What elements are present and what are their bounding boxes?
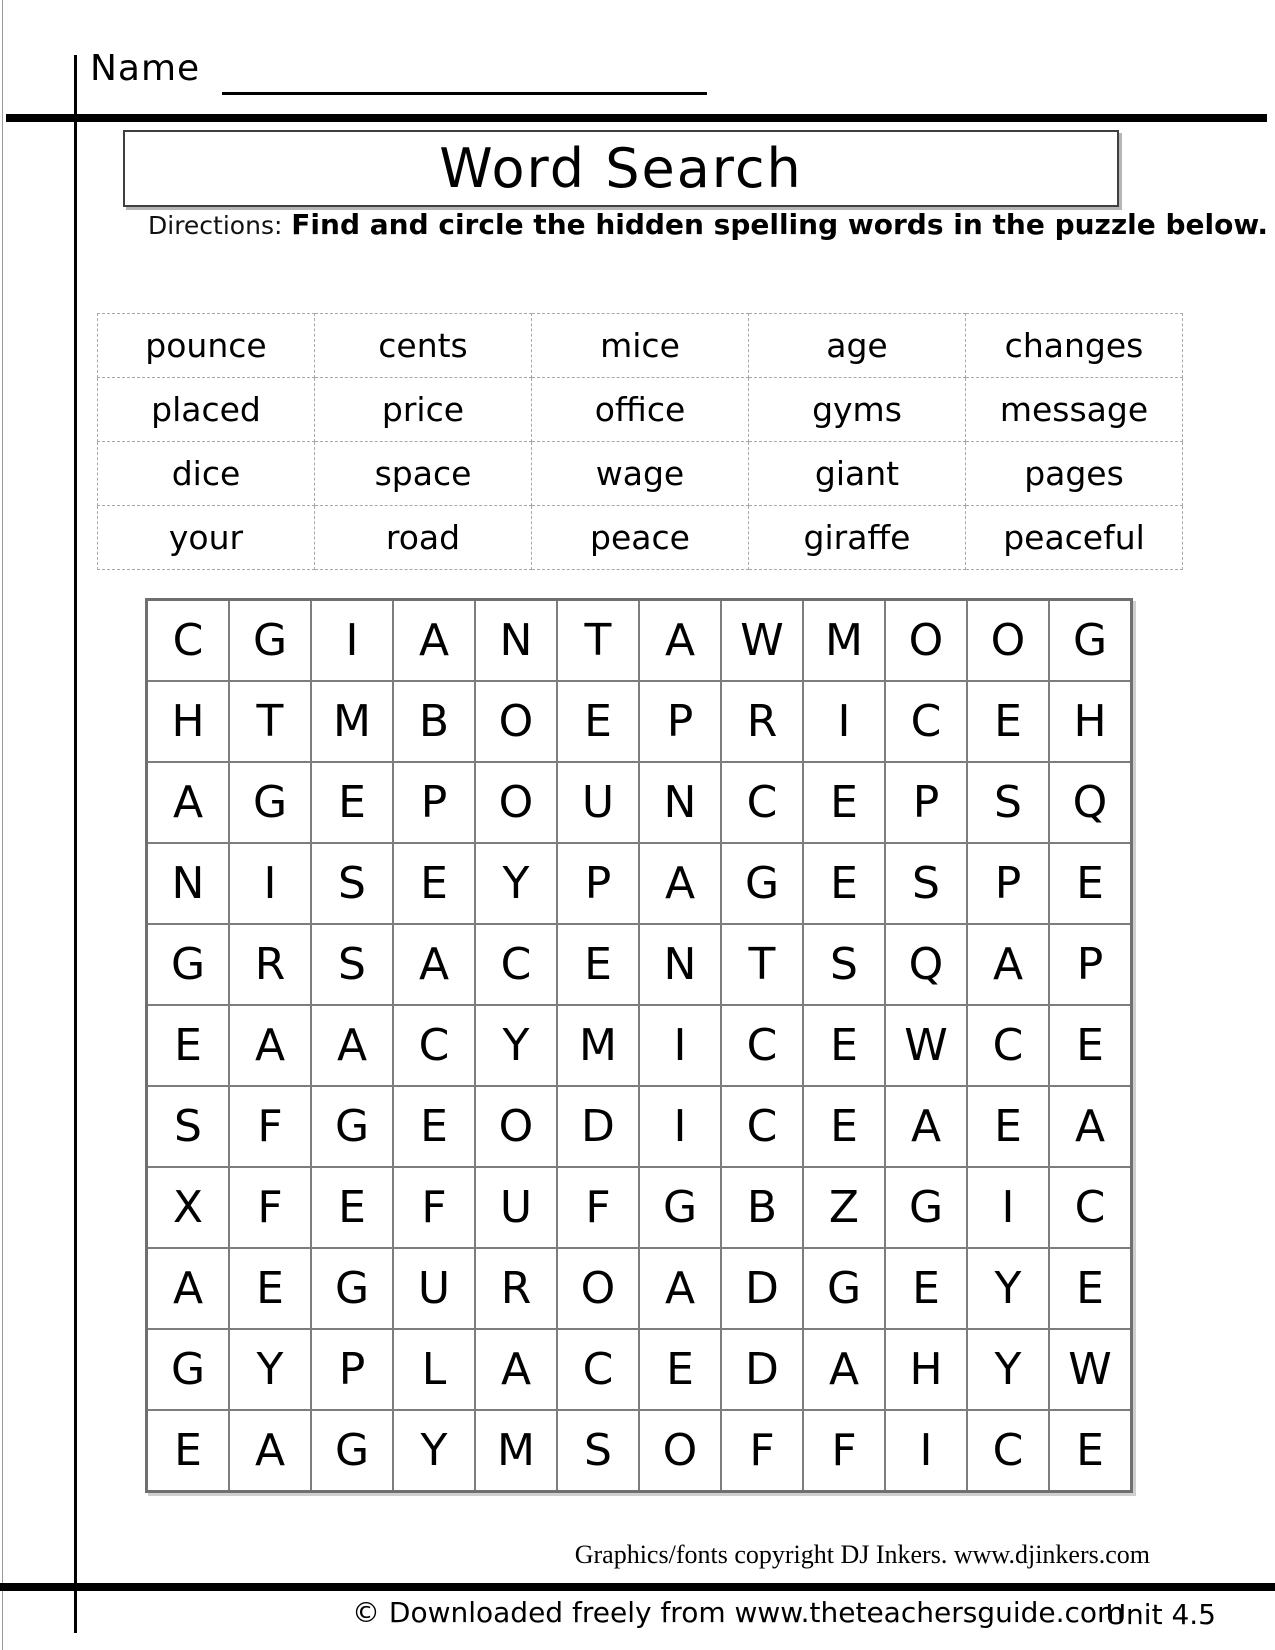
puzzle-grid-row xyxy=(147,1329,1132,1410)
grid-cell: P xyxy=(639,681,721,762)
grid-cell: I xyxy=(229,843,311,924)
grid-cell: I xyxy=(803,681,885,762)
grid-cell: I xyxy=(311,600,393,682)
unit-label: Unit 4.5 xyxy=(1105,1598,1216,1631)
directions-label: Directions: xyxy=(148,211,283,240)
grid-cell: S xyxy=(311,843,393,924)
grid-cell: O xyxy=(475,681,557,762)
graphics-credit: Graphics/fonts copyright DJ Inkers. www.djinkers.com xyxy=(574,1540,1150,1569)
word-item: mice xyxy=(532,314,749,378)
grid-cell: M xyxy=(557,1005,639,1086)
grid-cell: P xyxy=(1049,924,1132,1005)
grid-cell: Y xyxy=(475,843,557,924)
grid-cell: W xyxy=(885,1005,967,1086)
grid-cell: H xyxy=(147,681,230,762)
word-item: changes xyxy=(966,314,1183,378)
grid-cell: A xyxy=(639,1248,721,1329)
grid-cell: E xyxy=(1049,1005,1132,1086)
grid-cell: U xyxy=(557,762,639,843)
grid-cell: Y xyxy=(475,1005,557,1086)
grid-cell: Y xyxy=(393,1410,475,1492)
grid-cell: O xyxy=(967,600,1049,682)
grid-cell: S xyxy=(147,1086,230,1167)
word-list-row xyxy=(98,314,1183,378)
word-item: dice xyxy=(98,442,315,506)
grid-cell: I xyxy=(639,1086,721,1167)
grid-cell: A xyxy=(885,1086,967,1167)
grid-cell: M xyxy=(475,1410,557,1492)
grid-cell: C xyxy=(147,600,230,682)
grid-cell: E xyxy=(1049,1410,1132,1492)
grid-cell: F xyxy=(721,1410,803,1492)
grid-cell: T xyxy=(721,924,803,1005)
grid-cell: T xyxy=(557,600,639,682)
word-item: wage xyxy=(532,442,749,506)
grid-cell: G xyxy=(885,1167,967,1248)
grid-cell: C xyxy=(885,681,967,762)
grid-cell: P xyxy=(393,762,475,843)
word-item: pounce xyxy=(98,314,315,378)
grid-cell: T xyxy=(229,681,311,762)
word-search-grid xyxy=(145,598,1133,1493)
grid-cell: R xyxy=(475,1248,557,1329)
grid-cell: Q xyxy=(885,924,967,1005)
grid-cell: G xyxy=(1049,600,1132,682)
directions xyxy=(148,208,1268,241)
word-item: giraffe xyxy=(749,506,966,570)
grid-cell: Z xyxy=(803,1167,885,1248)
grid-cell: H xyxy=(1049,681,1132,762)
grid-cell: C xyxy=(393,1005,475,1086)
grid-cell: G xyxy=(147,1329,230,1410)
grid-cell: E xyxy=(229,1248,311,1329)
left-margin-rule xyxy=(74,55,77,1633)
grid-cell: E xyxy=(557,924,639,1005)
grid-cell: E xyxy=(885,1248,967,1329)
word-item: giant xyxy=(749,442,966,506)
grid-cell: F xyxy=(557,1167,639,1248)
grid-cell: A xyxy=(147,762,230,843)
grid-cell: C xyxy=(721,1086,803,1167)
title-box xyxy=(123,130,1119,207)
word-item: pages xyxy=(966,442,1183,506)
puzzle-grid-row xyxy=(147,843,1132,924)
grid-cell: S xyxy=(967,762,1049,843)
grid-cell: G xyxy=(721,843,803,924)
page-title: Word Search xyxy=(439,137,803,200)
grid-cell: Y xyxy=(229,1329,311,1410)
word-item: road xyxy=(315,506,532,570)
word-item: space xyxy=(315,442,532,506)
word-item: gyms xyxy=(749,378,966,442)
footer-divider-rule xyxy=(0,1583,1275,1591)
grid-cell: M xyxy=(803,600,885,682)
word-list-row xyxy=(98,442,1183,506)
grid-cell: U xyxy=(475,1167,557,1248)
grid-cell: G xyxy=(147,924,230,1005)
grid-cell: I xyxy=(885,1410,967,1492)
grid-cell: A xyxy=(229,1410,311,1492)
grid-cell: F xyxy=(393,1167,475,1248)
grid-cell: P xyxy=(311,1329,393,1410)
grid-cell: A xyxy=(147,1248,230,1329)
grid-cell: M xyxy=(311,681,393,762)
grid-cell: X xyxy=(147,1167,230,1248)
puzzle-grid-row xyxy=(147,681,1132,762)
grid-cell: E xyxy=(557,681,639,762)
grid-cell: O xyxy=(557,1248,639,1329)
puzzle-grid-row xyxy=(147,1005,1132,1086)
puzzle-grid-row xyxy=(147,924,1132,1005)
grid-cell: A xyxy=(311,1005,393,1086)
grid-cell: B xyxy=(393,681,475,762)
grid-cell: A xyxy=(639,600,721,682)
grid-cell: N xyxy=(147,843,230,924)
word-item: peace xyxy=(532,506,749,570)
grid-cell: S xyxy=(803,924,885,1005)
grid-cell: G xyxy=(311,1086,393,1167)
grid-cell: G xyxy=(229,762,311,843)
grid-cell: Y xyxy=(967,1248,1049,1329)
grid-cell: N xyxy=(475,600,557,682)
grid-cell: I xyxy=(639,1005,721,1086)
download-credit: © Downloaded freely from www.theteachersguide.com xyxy=(352,1596,1125,1629)
word-list-row xyxy=(98,378,1183,442)
grid-cell: G xyxy=(311,1410,393,1492)
header-divider-rule xyxy=(6,114,1267,122)
grid-cell: Y xyxy=(967,1329,1049,1410)
grid-cell: E xyxy=(147,1005,230,1086)
grid-cell: A xyxy=(229,1005,311,1086)
word-item: message xyxy=(966,378,1183,442)
grid-cell: Q xyxy=(1049,762,1132,843)
grid-cell: E xyxy=(639,1329,721,1410)
grid-cell: A xyxy=(1049,1086,1132,1167)
grid-cell: S xyxy=(557,1410,639,1492)
grid-cell: A xyxy=(803,1329,885,1410)
grid-cell: N xyxy=(639,762,721,843)
word-item: placed xyxy=(98,378,315,442)
grid-cell: I xyxy=(967,1167,1049,1248)
directions-text: Find and circle the hidden spelling words in the puzzle below. xyxy=(291,208,1269,241)
puzzle-grid-row xyxy=(147,1167,1132,1248)
grid-cell: E xyxy=(147,1410,230,1492)
grid-cell: C xyxy=(721,762,803,843)
word-list-row xyxy=(98,506,1183,570)
grid-cell: O xyxy=(639,1410,721,1492)
word-item: peaceful xyxy=(966,506,1183,570)
grid-cell: N xyxy=(639,924,721,1005)
grid-cell: E xyxy=(803,762,885,843)
grid-cell: O xyxy=(475,1086,557,1167)
grid-cell: S xyxy=(311,924,393,1005)
grid-cell: E xyxy=(311,762,393,843)
puzzle-grid-row xyxy=(147,1410,1132,1492)
word-list-body xyxy=(98,314,1183,570)
grid-cell: A xyxy=(475,1329,557,1410)
grid-cell: C xyxy=(967,1005,1049,1086)
grid-cell: F xyxy=(803,1410,885,1492)
grid-cell: E xyxy=(1049,843,1132,924)
scan-edge-line xyxy=(2,0,3,1650)
grid-cell: D xyxy=(721,1248,803,1329)
grid-cell: A xyxy=(967,924,1049,1005)
grid-cell: C xyxy=(721,1005,803,1086)
grid-cell: C xyxy=(967,1410,1049,1492)
grid-cell: D xyxy=(557,1086,639,1167)
puzzle-grid-row xyxy=(147,1248,1132,1329)
grid-cell: A xyxy=(393,600,475,682)
word-item: age xyxy=(749,314,966,378)
puzzle-grid-row xyxy=(147,1086,1132,1167)
grid-cell: W xyxy=(721,600,803,682)
grid-cell: C xyxy=(475,924,557,1005)
grid-cell: P xyxy=(557,843,639,924)
grid-cell: B xyxy=(721,1167,803,1248)
grid-cell: C xyxy=(1049,1167,1132,1248)
grid-cell: E xyxy=(393,843,475,924)
puzzle-grid-body xyxy=(147,600,1132,1492)
grid-cell: A xyxy=(393,924,475,1005)
grid-cell: E xyxy=(967,1086,1049,1167)
grid-cell: H xyxy=(885,1329,967,1410)
grid-cell: L xyxy=(393,1329,475,1410)
grid-cell: A xyxy=(639,843,721,924)
grid-cell: P xyxy=(967,843,1049,924)
grid-cell: R xyxy=(229,924,311,1005)
grid-cell: G xyxy=(311,1248,393,1329)
grid-cell: R xyxy=(721,681,803,762)
grid-cell: P xyxy=(885,762,967,843)
puzzle-grid-row xyxy=(147,600,1132,682)
name-label: Name xyxy=(90,48,201,89)
grid-cell: E xyxy=(1049,1248,1132,1329)
word-item: price xyxy=(315,378,532,442)
grid-cell: E xyxy=(803,1086,885,1167)
grid-cell: E xyxy=(803,1005,885,1086)
puzzle-grid-row xyxy=(147,762,1132,843)
grid-cell: W xyxy=(1049,1329,1132,1410)
grid-cell: E xyxy=(967,681,1049,762)
grid-cell: C xyxy=(557,1329,639,1410)
grid-cell: O xyxy=(475,762,557,843)
grid-cell: G xyxy=(803,1248,885,1329)
grid-cell: D xyxy=(721,1329,803,1410)
grid-cell: O xyxy=(885,600,967,682)
grid-cell: U xyxy=(393,1248,475,1329)
word-item: your xyxy=(98,506,315,570)
grid-cell: G xyxy=(639,1167,721,1248)
grid-cell: F xyxy=(229,1086,311,1167)
word-item: office xyxy=(532,378,749,442)
grid-cell: F xyxy=(229,1167,311,1248)
word-item: cents xyxy=(315,314,532,378)
grid-cell: G xyxy=(229,600,311,682)
grid-cell: E xyxy=(393,1086,475,1167)
grid-cell: S xyxy=(885,843,967,924)
grid-cell: E xyxy=(803,843,885,924)
name-blank-line xyxy=(222,92,707,95)
grid-cell: E xyxy=(311,1167,393,1248)
word-bank-table xyxy=(97,313,1183,570)
